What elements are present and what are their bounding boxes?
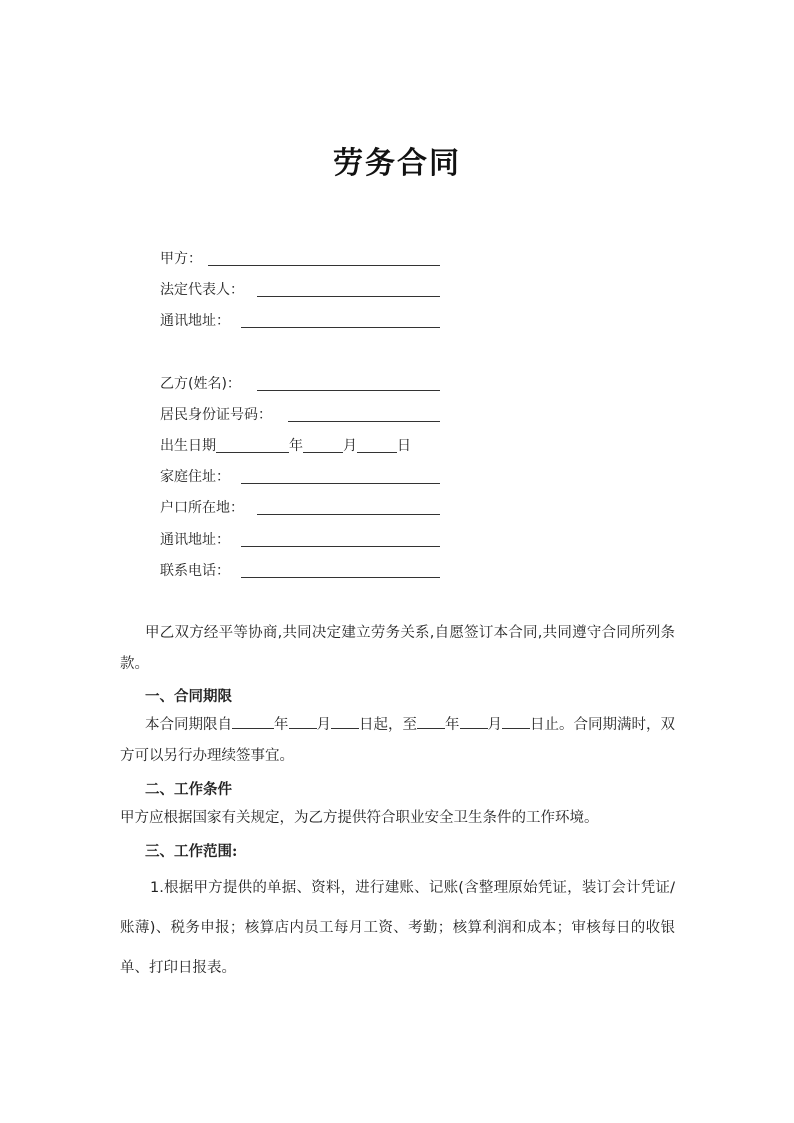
end-month-label: 月 bbox=[487, 717, 502, 733]
end-month-blank[interactable] bbox=[460, 714, 488, 729]
legal-representative-field bbox=[160, 277, 440, 299]
household-registration-blank[interactable] bbox=[257, 498, 440, 515]
party-b-name-field bbox=[160, 371, 440, 393]
section-3-body: 1.根据甲方提供的单据、资料，进行建账、记账(含整理原始凭证，装订会计凭证/账薄)、税务申报；核算店内员工每月工资、考勤；核算利润和成本；审核每日的收银单、打印日报表。 bbox=[120, 880, 675, 976]
end-day-label: 日止。合同期满时，双方可以另行办理续签事宜。 bbox=[120, 717, 675, 764]
party-b-address-field bbox=[160, 527, 440, 549]
start-day-label: 日起，至 bbox=[359, 717, 417, 733]
birth-date-label: 出生日期 bbox=[160, 438, 216, 454]
party-a-address-field bbox=[160, 308, 440, 330]
id-number-field bbox=[160, 402, 440, 424]
household-registration-label: 户口所在地： bbox=[160, 500, 244, 516]
section-3-heading: 三、工作范围: bbox=[145, 843, 238, 860]
section-2-body: 甲方应根据国家有关规定，为乙方提供符合职业安全卫生条件的工作环境。 bbox=[120, 810, 599, 826]
party-a-field bbox=[160, 246, 440, 268]
start-month-label: 月 bbox=[316, 717, 331, 733]
birth-day-blank[interactable] bbox=[357, 436, 397, 453]
home-address-blank[interactable] bbox=[241, 467, 440, 484]
start-day-blank[interactable] bbox=[331, 714, 359, 729]
day-label: 日 bbox=[397, 438, 411, 454]
birth-date-field bbox=[160, 433, 411, 455]
home-address-field bbox=[160, 464, 440, 486]
legal-representative-label: 法定代表人： bbox=[160, 282, 244, 298]
section-2-heading: 二、工作条件 bbox=[145, 781, 232, 798]
start-year-label: 年 bbox=[274, 717, 289, 733]
month-label: 月 bbox=[343, 438, 357, 454]
end-year-blank[interactable] bbox=[417, 714, 445, 729]
birth-year-blank[interactable] bbox=[216, 436, 289, 453]
section-1-body bbox=[120, 710, 675, 772]
home-address-label: 家庭住址： bbox=[160, 469, 230, 485]
start-year-blank[interactable] bbox=[232, 714, 274, 729]
party-b-name-label: 乙方(姓名)： bbox=[160, 376, 241, 392]
id-number-blank[interactable] bbox=[288, 405, 440, 422]
term-start-prefix: 本合同期限自 bbox=[145, 717, 232, 733]
id-number-label: 居民身份证号码： bbox=[160, 407, 272, 423]
phone-blank[interactable] bbox=[241, 561, 440, 578]
section-1-heading: 一、合同期限 bbox=[145, 688, 232, 705]
intro-paragraph: 甲乙双方经平等协商,共同决定建立劳务关系,自愿签订本合同,共同遵守合同所列条款。 bbox=[120, 625, 675, 672]
phone-label: 联系电话： bbox=[160, 563, 230, 579]
household-registration-field bbox=[160, 495, 440, 517]
party-a-label: 甲方： bbox=[160, 251, 202, 267]
phone-field bbox=[160, 558, 440, 580]
end-year-label: 年 bbox=[445, 717, 460, 733]
end-day-blank[interactable] bbox=[502, 714, 530, 729]
party-a-address-blank[interactable] bbox=[241, 311, 440, 328]
year-label: 年 bbox=[289, 438, 303, 454]
party-b-address-label: 通讯地址： bbox=[160, 532, 230, 548]
party-b-address-blank[interactable] bbox=[241, 530, 440, 547]
birth-month-blank[interactable] bbox=[303, 436, 343, 453]
party-a-address-label: 通讯地址： bbox=[160, 313, 230, 329]
party-a-blank[interactable] bbox=[208, 249, 440, 266]
legal-representative-blank[interactable] bbox=[257, 280, 440, 297]
party-b-name-blank[interactable] bbox=[257, 374, 440, 391]
start-month-blank[interactable] bbox=[289, 714, 317, 729]
document-title: 劳务合同 bbox=[333, 146, 461, 181]
